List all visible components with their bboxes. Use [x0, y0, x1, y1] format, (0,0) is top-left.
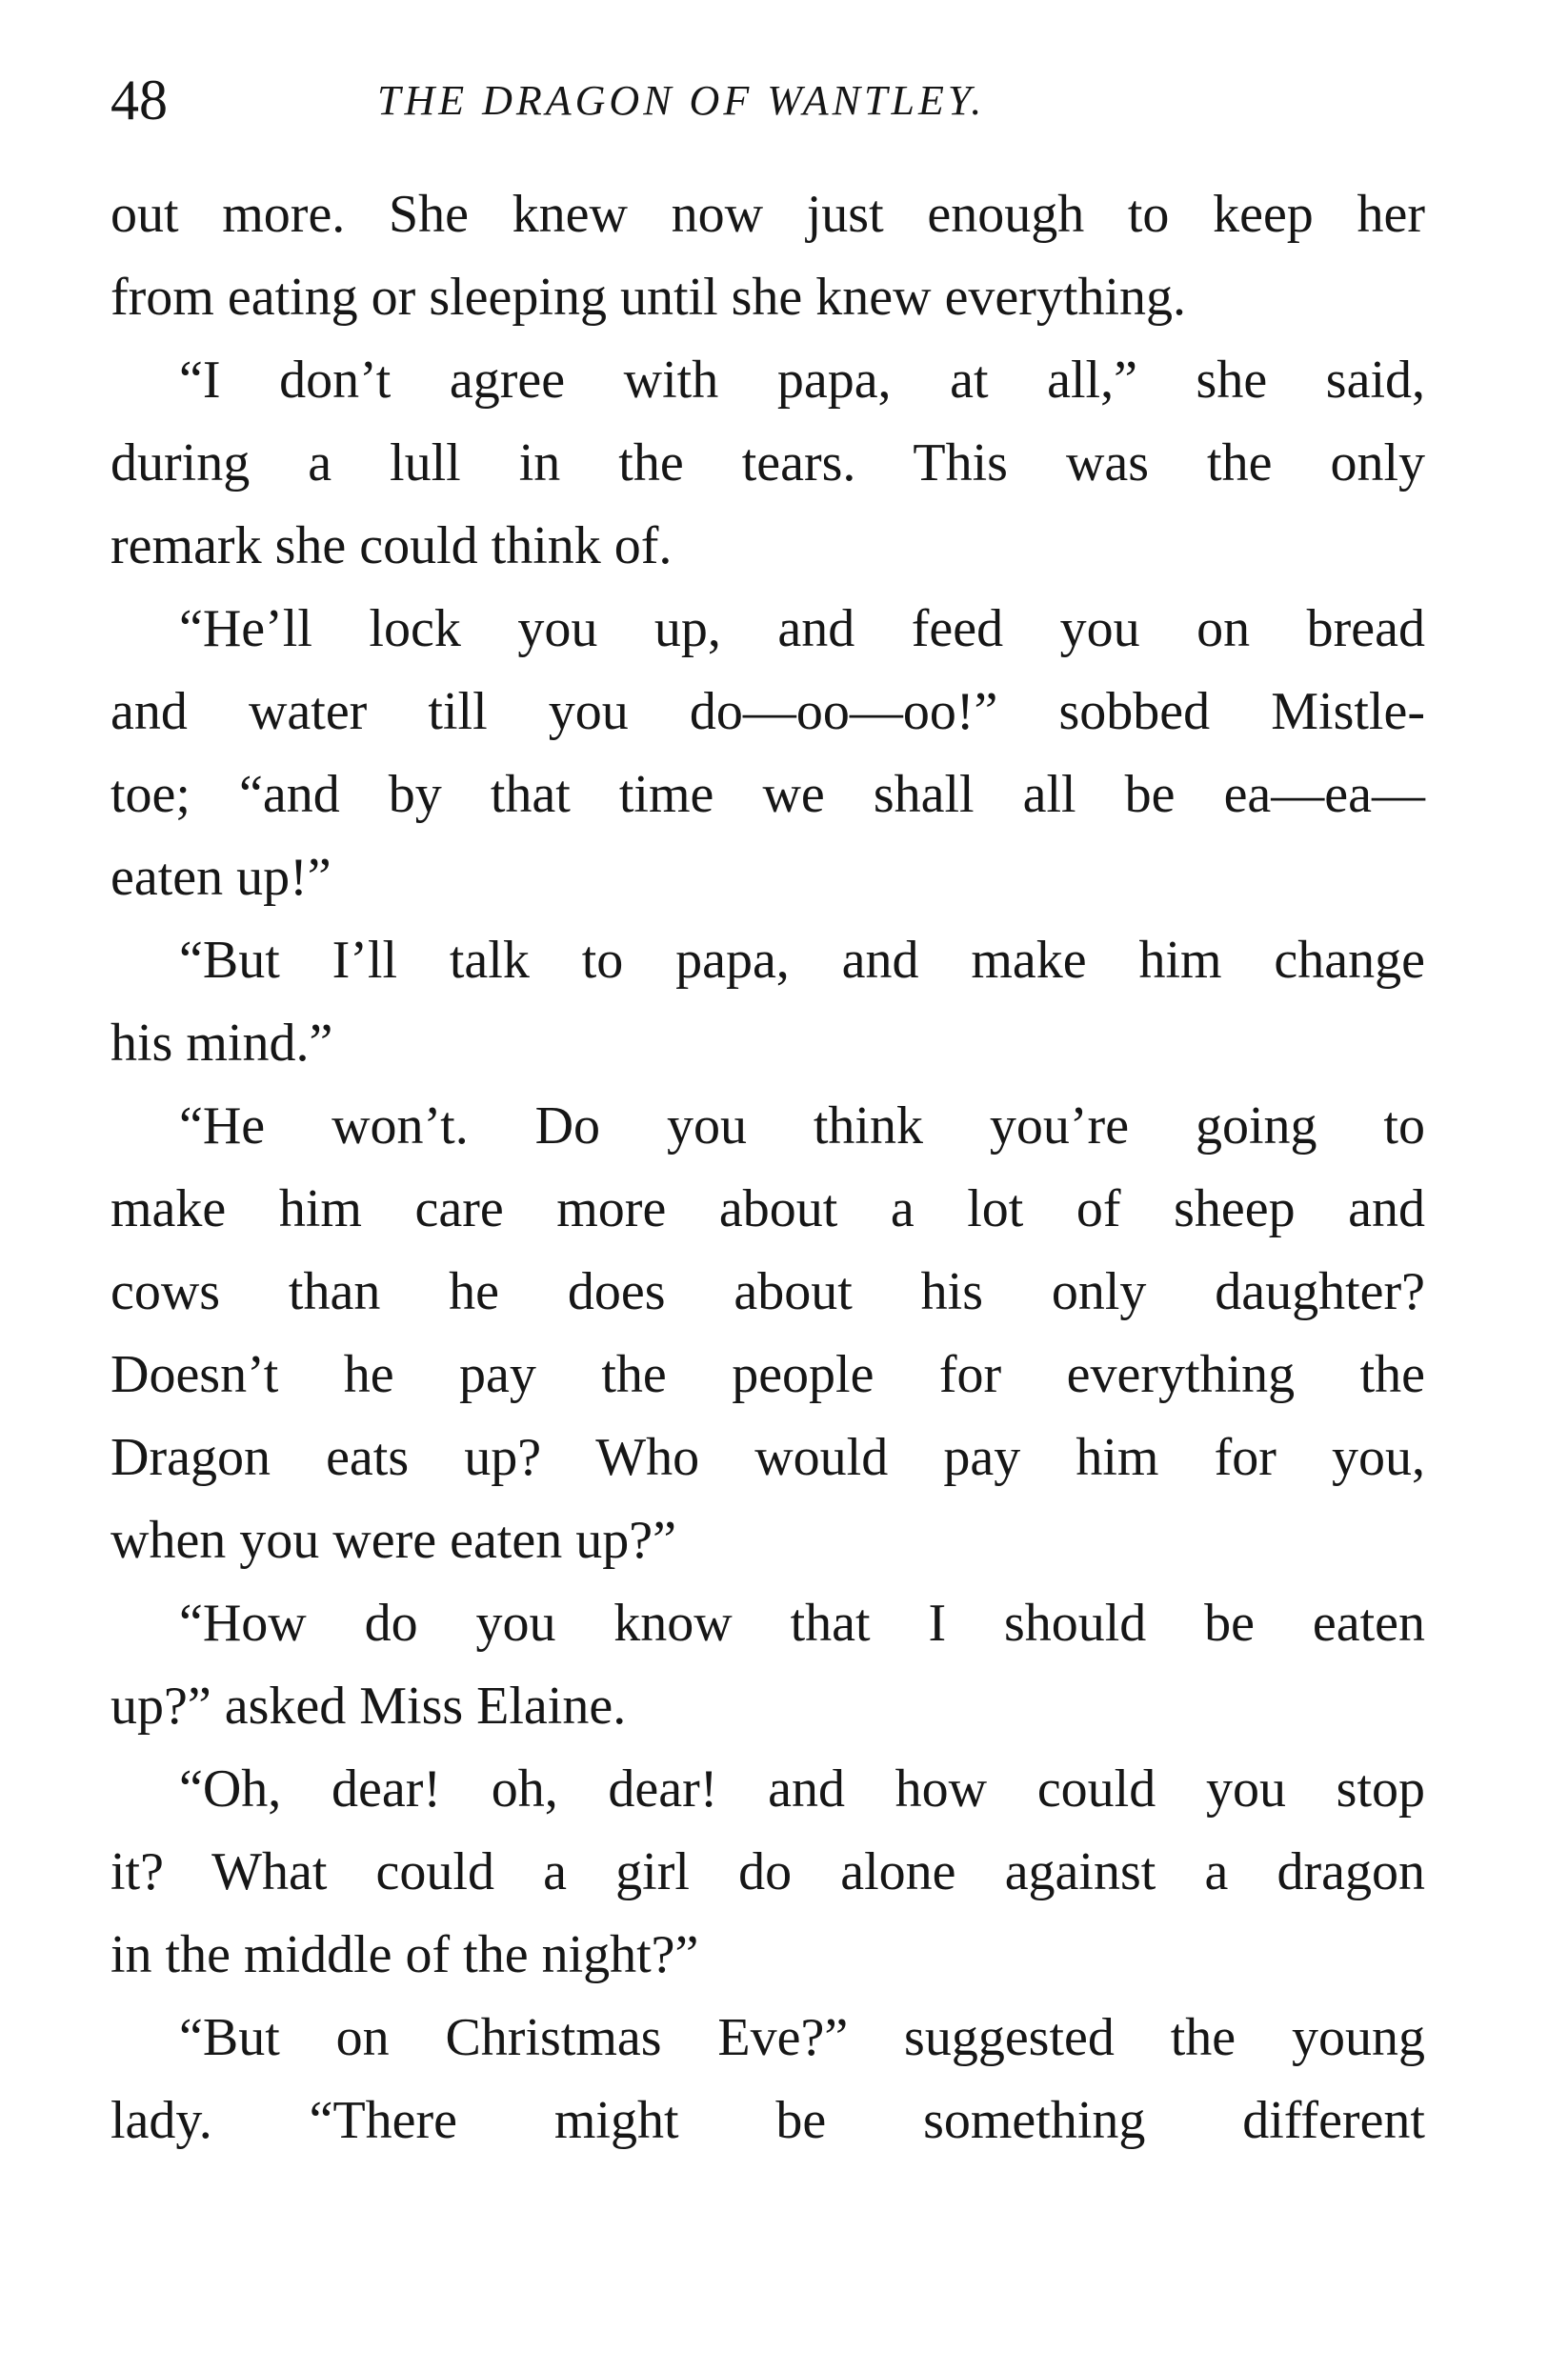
text-line: out more. She knew now just enough to keep her: [111, 185, 1425, 244]
text-line: “How do you know that I should be eaten: [179, 1594, 1425, 1653]
text-line: make him care more about a lot of sheep and: [111, 1179, 1425, 1238]
text-line: and water till you do—oo—oo!” sobbed Mistle-: [111, 682, 1425, 741]
text-line: “He’ll lock you up, and feed you on bread: [179, 599, 1425, 658]
text-line: from eating or sleeping until she knew everything.: [111, 268, 1187, 327]
text-line: “He won’t. Do you think you’re going to: [179, 1096, 1425, 1156]
running-title: THE DRAGON OF WANTLEY.: [377, 77, 986, 124]
text-line: Dragon eats up? Who would pay him for you,: [111, 1428, 1425, 1487]
page-number: 48: [111, 69, 168, 131]
text-line: up?” asked Miss Elaine.: [111, 1677, 627, 1736]
text-line: “But I’ll talk to papa, and make him change: [179, 931, 1425, 990]
text-line: it? What could a girl do alone against a dragon: [111, 1842, 1425, 1901]
body-text: [111, 173, 1425, 2162]
text-line: cows than he does about his only daughter?: [111, 1262, 1425, 1321]
page-header: [111, 59, 1425, 145]
text-line: toe; “and by that time we shall all be ea—ea—: [111, 765, 1425, 824]
text-line: eaten up!”: [111, 848, 332, 907]
text-line: during a lull in the tears. This was the only: [111, 433, 1425, 492]
text-line: lady. “There might be something different: [111, 2091, 1425, 2150]
text-line: “I don’t agree with papa, at all,” she said,: [179, 351, 1425, 410]
text-line: when you were eaten up?”: [111, 1511, 676, 1570]
text-line: his mind.”: [111, 1014, 333, 1073]
text-line: “But on Christmas Eve?” suggested the young: [179, 2008, 1425, 2067]
text-line: remark she could think of.: [111, 516, 673, 575]
text-line: “Oh, dear! oh, dear! and how could you stop: [179, 1759, 1425, 1819]
text-line: Doesn’t he pay the people for everything the: [111, 1345, 1425, 1404]
text-line: in the middle of the night?”: [111, 1925, 699, 1984]
